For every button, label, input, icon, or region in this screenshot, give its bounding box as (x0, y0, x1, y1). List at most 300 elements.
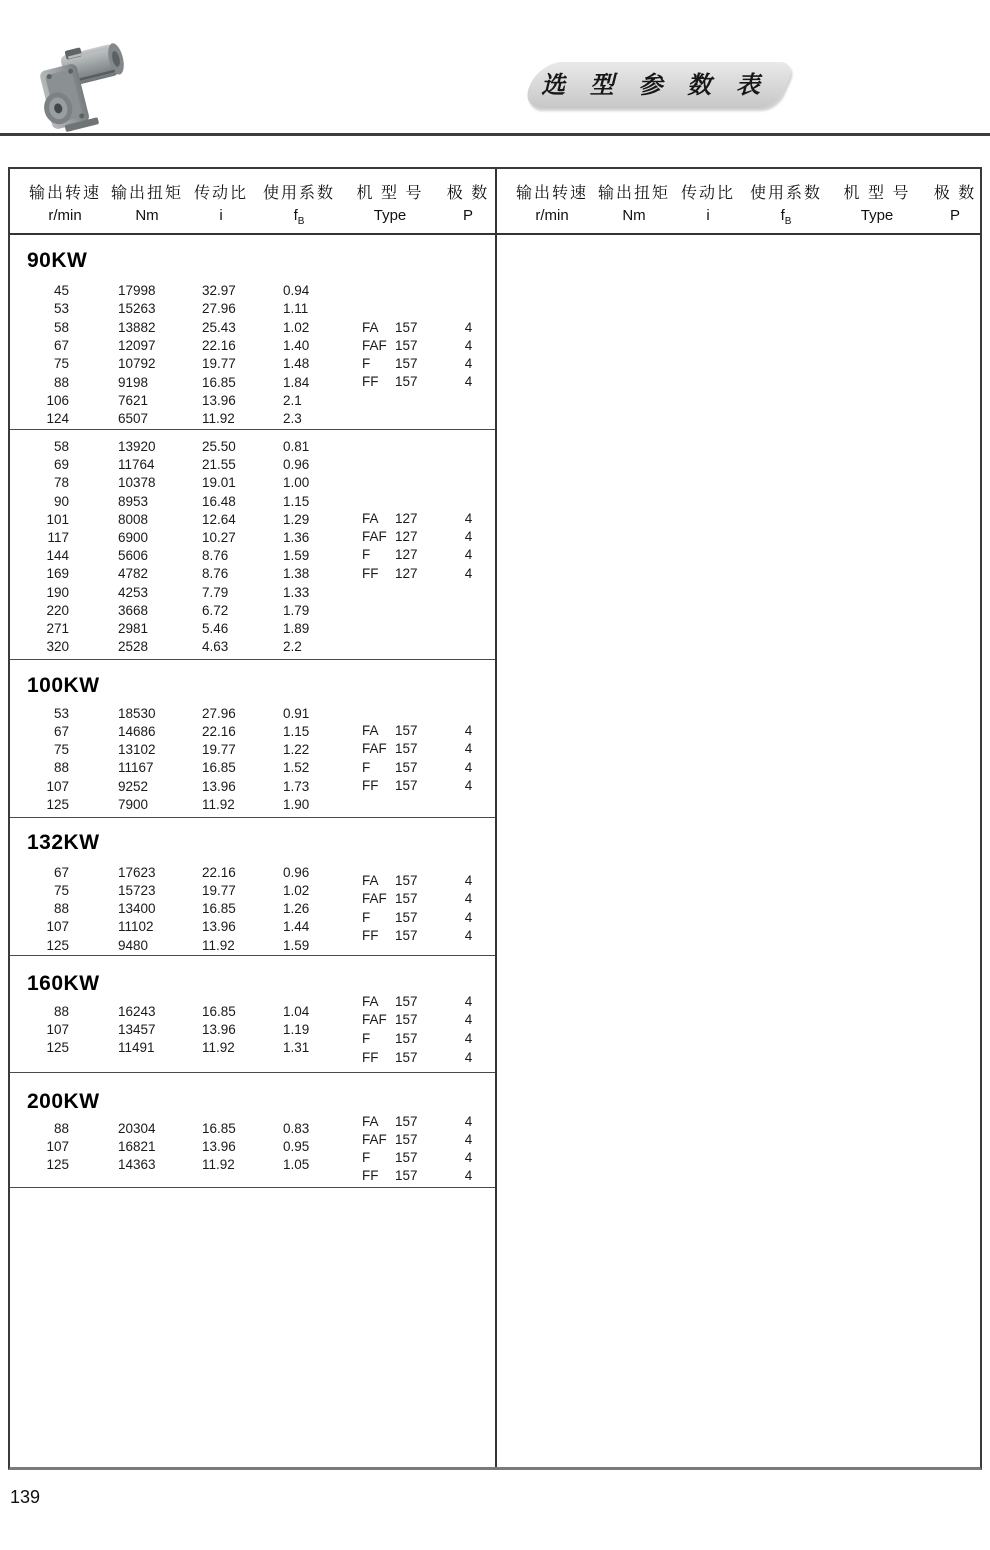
cell-service-factor: 1.02 (283, 882, 310, 898)
type-row (340, 994, 495, 1012)
cell-output-torque: 6900 (118, 530, 149, 545)
cell-service-factor: 1.48 (283, 356, 310, 372)
cell-service-factor: 0.91 (283, 705, 310, 721)
type-size: 157 (395, 891, 418, 907)
column-header-en-subscript: B (784, 216, 792, 227)
cell-output-torque: 2981 (118, 621, 149, 636)
cell-output-torque: 12097 (118, 337, 156, 353)
type-series: FF (362, 1049, 379, 1065)
cell-ratio: 13.96 (202, 778, 236, 794)
cell-ratio: 27.96 (202, 705, 236, 721)
cell-output-torque: 13920 (118, 439, 156, 454)
table-row (10, 639, 495, 657)
poles-value: 4 (464, 356, 473, 372)
type-size: 157 (395, 319, 418, 335)
page-number: 139 (10, 1487, 41, 1507)
type-row (340, 1012, 495, 1030)
poles-value: 4 (464, 777, 473, 793)
cell-service-factor: 1.59 (283, 937, 310, 953)
cell-output-speed: 125 (46, 797, 69, 812)
poles-value: 4 (464, 1012, 473, 1028)
cell-output-speed: 90 (53, 493, 69, 509)
type-series: F (362, 909, 371, 925)
cell-output-torque: 11102 (118, 919, 154, 935)
cell-service-factor: 1.11 (283, 301, 309, 317)
cell-output-torque: 4782 (118, 566, 149, 582)
type-row (340, 529, 495, 547)
cell-output-torque: 17623 (118, 864, 156, 880)
power-section-160kw (10, 956, 495, 1073)
cell-ratio: 32.97 (202, 283, 236, 298)
cell-service-factor: 1.31 (283, 1039, 310, 1055)
cell-output-torque: 9252 (118, 778, 149, 794)
cell-ratio: 11.92 (202, 411, 235, 427)
cell-output-speed: 320 (46, 639, 69, 655)
column-header-zh: 极 数 (933, 185, 977, 202)
type-size: 127 (395, 565, 418, 581)
table-row (10, 603, 495, 621)
table-row (10, 411, 495, 429)
type-size: 157 (395, 337, 418, 353)
cell-output-speed: 271 (46, 621, 69, 636)
cell-service-factor: 0.94 (283, 283, 310, 298)
type-series: FA (362, 511, 379, 526)
column-header-en: $f_B$ (293, 207, 305, 227)
table-row (10, 283, 495, 301)
cell-ratio: 4.63 (202, 639, 229, 655)
section-title: 90KW (27, 249, 88, 272)
column-header-en: i (219, 207, 223, 224)
type-size: 127 (395, 529, 418, 545)
type-row (340, 1168, 495, 1186)
cell-output-torque: 13882 (118, 319, 156, 335)
cell-output-torque: 9198 (118, 374, 149, 390)
column-header-en: r/min (535, 207, 569, 224)
cell-service-factor: 1.33 (283, 584, 310, 600)
gearmotor-image (26, 36, 138, 132)
type-series: F (362, 1030, 371, 1046)
cell-output-torque: 11491 (118, 1039, 155, 1055)
table-right-half (497, 169, 980, 1467)
type-size: 157 (395, 741, 418, 757)
cell-output-speed: 88 (53, 1120, 69, 1136)
type-row (340, 338, 495, 356)
type-size: 157 (395, 1150, 418, 1166)
cell-output-torque: 8008 (118, 511, 149, 527)
power-section-continued (10, 430, 495, 660)
type-row (340, 511, 495, 529)
column-header-en-subscript: B (297, 216, 305, 227)
table-row (10, 585, 495, 603)
type-size: 157 (395, 759, 418, 775)
type-size: 157 (395, 928, 418, 944)
column-header-zh: 输出扭矩 (597, 185, 671, 202)
cell-output-torque: 11764 (118, 457, 155, 473)
cell-service-factor: 1.00 (283, 475, 310, 491)
poles-value: 4 (464, 529, 473, 545)
cell-service-factor: 1.38 (283, 566, 310, 582)
table-header-right (497, 169, 980, 235)
table-row (10, 475, 495, 493)
cell-service-factor: 1.29 (283, 511, 310, 527)
poles-value: 4 (464, 1113, 473, 1129)
cell-output-torque: 13102 (118, 742, 156, 758)
column-header-zh: 机 型 号 (356, 185, 424, 202)
table-row (10, 621, 495, 639)
cell-output-speed: 169 (46, 566, 69, 582)
column-header-en: $f_B$ (780, 207, 792, 227)
power-section-200kw (10, 1073, 495, 1188)
cell-service-factor: 1.59 (283, 548, 310, 564)
cell-output-torque: 10792 (118, 356, 156, 372)
cell-output-torque: 4253 (118, 584, 149, 600)
type-size: 157 (395, 872, 418, 888)
cell-ratio: 19.77 (202, 742, 236, 758)
type-series: FAF (362, 529, 387, 545)
cell-service-factor: 1.15 (283, 723, 310, 739)
type-series: FF (362, 1168, 379, 1184)
cell-ratio: 25.43 (202, 319, 236, 335)
table-row (10, 393, 495, 411)
cell-output-speed: 101 (46, 511, 69, 527)
type-row (340, 910, 495, 928)
type-row (340, 873, 495, 891)
cell-output-torque: 2528 (118, 639, 149, 655)
poles-value: 4 (464, 1150, 473, 1166)
column-header-zh: 输出扭矩 (110, 185, 184, 202)
poles-value: 4 (464, 1049, 473, 1065)
type-size: 157 (395, 909, 418, 925)
cell-output-speed: 75 (53, 742, 69, 758)
cell-service-factor: 1.36 (283, 530, 310, 545)
cell-ratio: 7.79 (202, 584, 229, 600)
poles-value: 4 (464, 1030, 473, 1046)
type-row (340, 547, 495, 565)
type-row (340, 778, 495, 796)
type-series: FA (362, 872, 379, 888)
type-series: FA (362, 723, 379, 738)
cell-service-factor: 1.73 (283, 778, 310, 794)
cell-ratio: 13.96 (202, 392, 236, 408)
column-header-en: Type (860, 207, 894, 224)
poles-value: 4 (464, 741, 473, 757)
header-rule (0, 133, 990, 136)
poles-value: 4 (464, 1168, 473, 1184)
cell-service-factor: 0.81 (283, 439, 310, 454)
cell-output-speed: 125 (46, 1039, 69, 1055)
cell-output-torque: 18530 (118, 705, 156, 721)
type-size: 157 (395, 1012, 418, 1028)
type-row (340, 1150, 495, 1168)
cell-output-torque: 14363 (118, 1156, 156, 1172)
gearmotor-illustration (26, 36, 138, 132)
column-header-zh: 输出转速 (28, 185, 102, 202)
type-size: 127 (395, 547, 418, 563)
cell-ratio: 16.85 (202, 374, 236, 390)
cell-output-speed: 88 (53, 901, 69, 917)
type-row (340, 566, 495, 584)
poles-value: 4 (464, 374, 473, 390)
cell-ratio: 22.16 (202, 864, 236, 880)
cell-output-speed: 58 (53, 439, 69, 454)
cell-output-speed: 106 (46, 392, 69, 408)
poles-value: 4 (464, 511, 473, 526)
cell-service-factor: 1.79 (283, 602, 310, 618)
cell-service-factor: 1.90 (283, 797, 310, 812)
column-header-zh: 传动比 (680, 185, 736, 202)
cell-output-speed: 67 (53, 337, 69, 353)
column-header-zh: 传动比 (193, 185, 249, 202)
type-series: FF (362, 777, 379, 793)
cell-ratio: 12.64 (202, 511, 236, 527)
column-header-en: Nm (135, 207, 159, 224)
power-section-90kw (10, 235, 495, 430)
cell-service-factor: 2.3 (283, 411, 302, 427)
cell-ratio: 5.46 (202, 621, 229, 636)
cell-output-torque: 16821 (118, 1138, 156, 1154)
poles-value: 4 (464, 319, 473, 335)
cell-service-factor: 1.26 (283, 901, 310, 917)
type-series: FF (362, 565, 379, 581)
cell-output-torque: 14686 (118, 723, 156, 739)
cell-output-speed: 75 (53, 356, 69, 372)
section-title: 100KW (27, 674, 100, 697)
cell-output-speed: 69 (53, 457, 69, 473)
cell-output-speed: 67 (53, 864, 69, 880)
type-series: FA (362, 993, 379, 1009)
cell-output-torque: 11167 (118, 760, 154, 776)
cell-ratio: 11.92 (202, 937, 235, 953)
cell-ratio: 11.92 (202, 797, 235, 812)
type-series: F (362, 1150, 371, 1166)
poles-value: 4 (464, 337, 473, 353)
cell-ratio: 19.01 (202, 475, 236, 491)
cell-output-speed: 125 (46, 1156, 69, 1172)
cell-output-speed: 190 (46, 584, 69, 600)
cell-output-speed: 107 (46, 919, 69, 935)
cell-output-speed: 88 (53, 760, 69, 776)
poles-value: 4 (464, 1131, 473, 1147)
cell-ratio: 16.85 (202, 1003, 236, 1019)
type-series: FAF (362, 891, 387, 907)
cell-output-speed: 53 (53, 705, 69, 721)
cell-output-torque: 5606 (118, 548, 149, 564)
cell-service-factor: 1.44 (283, 919, 310, 935)
cell-service-factor: 1.19 (283, 1021, 310, 1037)
poles-value: 4 (464, 547, 473, 563)
cell-output-speed: 144 (46, 548, 69, 564)
cell-service-factor: 1.52 (283, 760, 310, 776)
cell-output-speed: 88 (53, 374, 69, 390)
type-series: FAF (362, 337, 387, 353)
column-header-zh: 极 数 (446, 185, 490, 202)
type-row (340, 760, 495, 778)
type-row (340, 1050, 495, 1068)
table-row (10, 706, 495, 724)
cell-output-torque: 9480 (118, 937, 149, 953)
table-row (10, 494, 495, 512)
type-series: FF (362, 928, 379, 944)
cell-output-torque: 13400 (118, 901, 156, 917)
type-row (340, 1114, 495, 1132)
column-header-en: P (462, 207, 474, 224)
type-row (340, 1132, 495, 1150)
column-header-en: Nm (622, 207, 646, 224)
column-header-zh: 输出转速 (515, 185, 589, 202)
table-header-left (10, 169, 495, 235)
cell-output-torque: 13457 (118, 1021, 156, 1037)
cell-output-speed: 75 (53, 882, 69, 898)
type-row (340, 928, 495, 946)
section-title: 132KW (27, 831, 100, 854)
type-series: FAF (362, 1012, 387, 1028)
type-row (340, 1031, 495, 1049)
cell-ratio: 22.16 (202, 723, 236, 739)
poles-value: 4 (464, 993, 473, 1009)
cell-ratio: 21.55 (202, 457, 236, 473)
cell-output-speed: 220 (46, 602, 69, 618)
cell-service-factor: 0.96 (283, 864, 310, 880)
cell-output-speed: 124 (46, 411, 69, 427)
cell-service-factor: 1.22 (283, 742, 310, 758)
section-title: 160KW (27, 972, 100, 995)
cell-ratio: 22.16 (202, 337, 236, 353)
cell-output-speed: 107 (46, 1138, 69, 1154)
cell-output-speed: 117 (47, 530, 69, 545)
poles-value: 4 (464, 759, 473, 775)
cell-output-torque: 15263 (118, 301, 156, 317)
cell-output-speed: 125 (46, 937, 69, 953)
type-series: F (362, 356, 371, 372)
cell-ratio: 13.96 (202, 1138, 236, 1154)
type-row (340, 891, 495, 909)
cell-ratio: 10.27 (202, 530, 236, 545)
table-body-left (10, 235, 495, 1467)
cell-service-factor: 2.2 (283, 639, 302, 655)
cell-output-speed: 107 (46, 778, 69, 794)
power-section-100kw (10, 660, 495, 818)
cell-service-factor: 1.15 (283, 493, 310, 509)
type-series: F (362, 547, 371, 563)
type-size: 157 (395, 723, 418, 738)
column-header-en: P (949, 207, 961, 224)
cell-ratio: 11.92 (202, 1156, 235, 1172)
cell-ratio: 13.96 (202, 919, 236, 935)
cell-service-factor: 2.1 (283, 392, 302, 408)
cell-service-factor: 1.02 (283, 319, 310, 335)
poles-value: 4 (464, 872, 473, 888)
cell-ratio: 16.85 (202, 901, 236, 917)
column-header-zh: 使用系数 (262, 185, 336, 202)
cell-output-speed: 45 (53, 283, 69, 298)
cell-service-factor: 0.83 (283, 1120, 310, 1136)
cell-output-torque: 10378 (118, 475, 156, 491)
type-size: 157 (395, 1131, 418, 1147)
type-series: F (362, 759, 371, 775)
column-header-en: i (706, 207, 710, 224)
cell-output-torque: 16243 (118, 1003, 156, 1019)
type-size: 157 (395, 356, 418, 372)
cell-output-torque: 17998 (118, 283, 156, 298)
cell-output-torque: 6507 (118, 411, 149, 427)
cell-output-speed: 58 (53, 319, 69, 335)
table-center-divider (495, 169, 497, 1467)
cell-ratio: 8.76 (202, 566, 229, 582)
poles-value: 4 (464, 891, 473, 907)
table-row (10, 439, 495, 457)
cell-output-speed: 53 (53, 301, 69, 317)
poles-value: 4 (464, 723, 473, 738)
cell-ratio: 6.72 (202, 602, 229, 618)
type-row (340, 374, 495, 392)
column-header-zh: 机 型 号 (843, 185, 911, 202)
column-header-zh: 使用系数 (749, 185, 823, 202)
power-section-132kw (10, 818, 495, 956)
table-row (10, 301, 495, 319)
column-header-en: r/min (48, 207, 82, 224)
cell-output-speed: 78 (53, 475, 69, 491)
type-size: 157 (395, 1113, 418, 1129)
cell-ratio: 8.76 (202, 548, 229, 564)
cell-service-factor: 1.04 (283, 1003, 310, 1019)
table-row (10, 457, 495, 475)
cell-output-torque: 7621 (118, 392, 149, 408)
cell-ratio: 19.77 (202, 882, 236, 898)
cell-output-speed: 107 (46, 1021, 69, 1037)
type-row (340, 320, 495, 338)
section-title: 200KW (27, 1090, 100, 1113)
type-row (340, 741, 495, 759)
type-row (340, 356, 495, 374)
cell-output-speed: 88 (53, 1003, 69, 1019)
cell-ratio: 16.85 (202, 1120, 236, 1136)
cell-output-torque: 7900 (118, 797, 149, 812)
cell-service-factor: 1.89 (283, 621, 310, 636)
type-row (340, 723, 495, 741)
type-size: 157 (395, 993, 418, 1009)
poles-value: 4 (464, 565, 473, 581)
table-left-half (10, 169, 495, 1467)
table-body-right (497, 235, 980, 1467)
cell-ratio: 16.48 (202, 493, 236, 509)
type-series: FAF (362, 741, 387, 757)
cell-output-torque: 20304 (118, 1120, 156, 1136)
column-header-en: Type (373, 207, 407, 224)
cell-ratio: 25.50 (202, 439, 236, 454)
type-size: 157 (395, 1049, 418, 1065)
cell-output-speed: 67 (53, 723, 69, 739)
cell-service-factor: 1.40 (283, 337, 310, 353)
cell-output-torque: 3668 (118, 602, 149, 618)
type-size: 157 (395, 777, 418, 793)
cell-service-factor: 0.95 (283, 1138, 310, 1154)
cell-ratio: 27.96 (202, 301, 236, 317)
cell-ratio: 16.85 (202, 760, 236, 776)
cell-ratio: 13.96 (202, 1021, 236, 1037)
type-size: 157 (395, 1168, 418, 1184)
type-series: FF (362, 374, 379, 390)
type-series: FA (362, 1113, 379, 1129)
cell-ratio: 19.77 (202, 356, 236, 372)
cell-ratio: 11.92 (202, 1039, 235, 1055)
cell-output-torque: 8953 (118, 493, 149, 509)
type-size: 157 (395, 1030, 418, 1046)
type-size: 157 (395, 374, 418, 390)
poles-value: 4 (464, 909, 473, 925)
type-series: FAF (362, 1131, 387, 1147)
poles-value: 4 (464, 928, 473, 944)
type-size: 127 (395, 511, 418, 526)
